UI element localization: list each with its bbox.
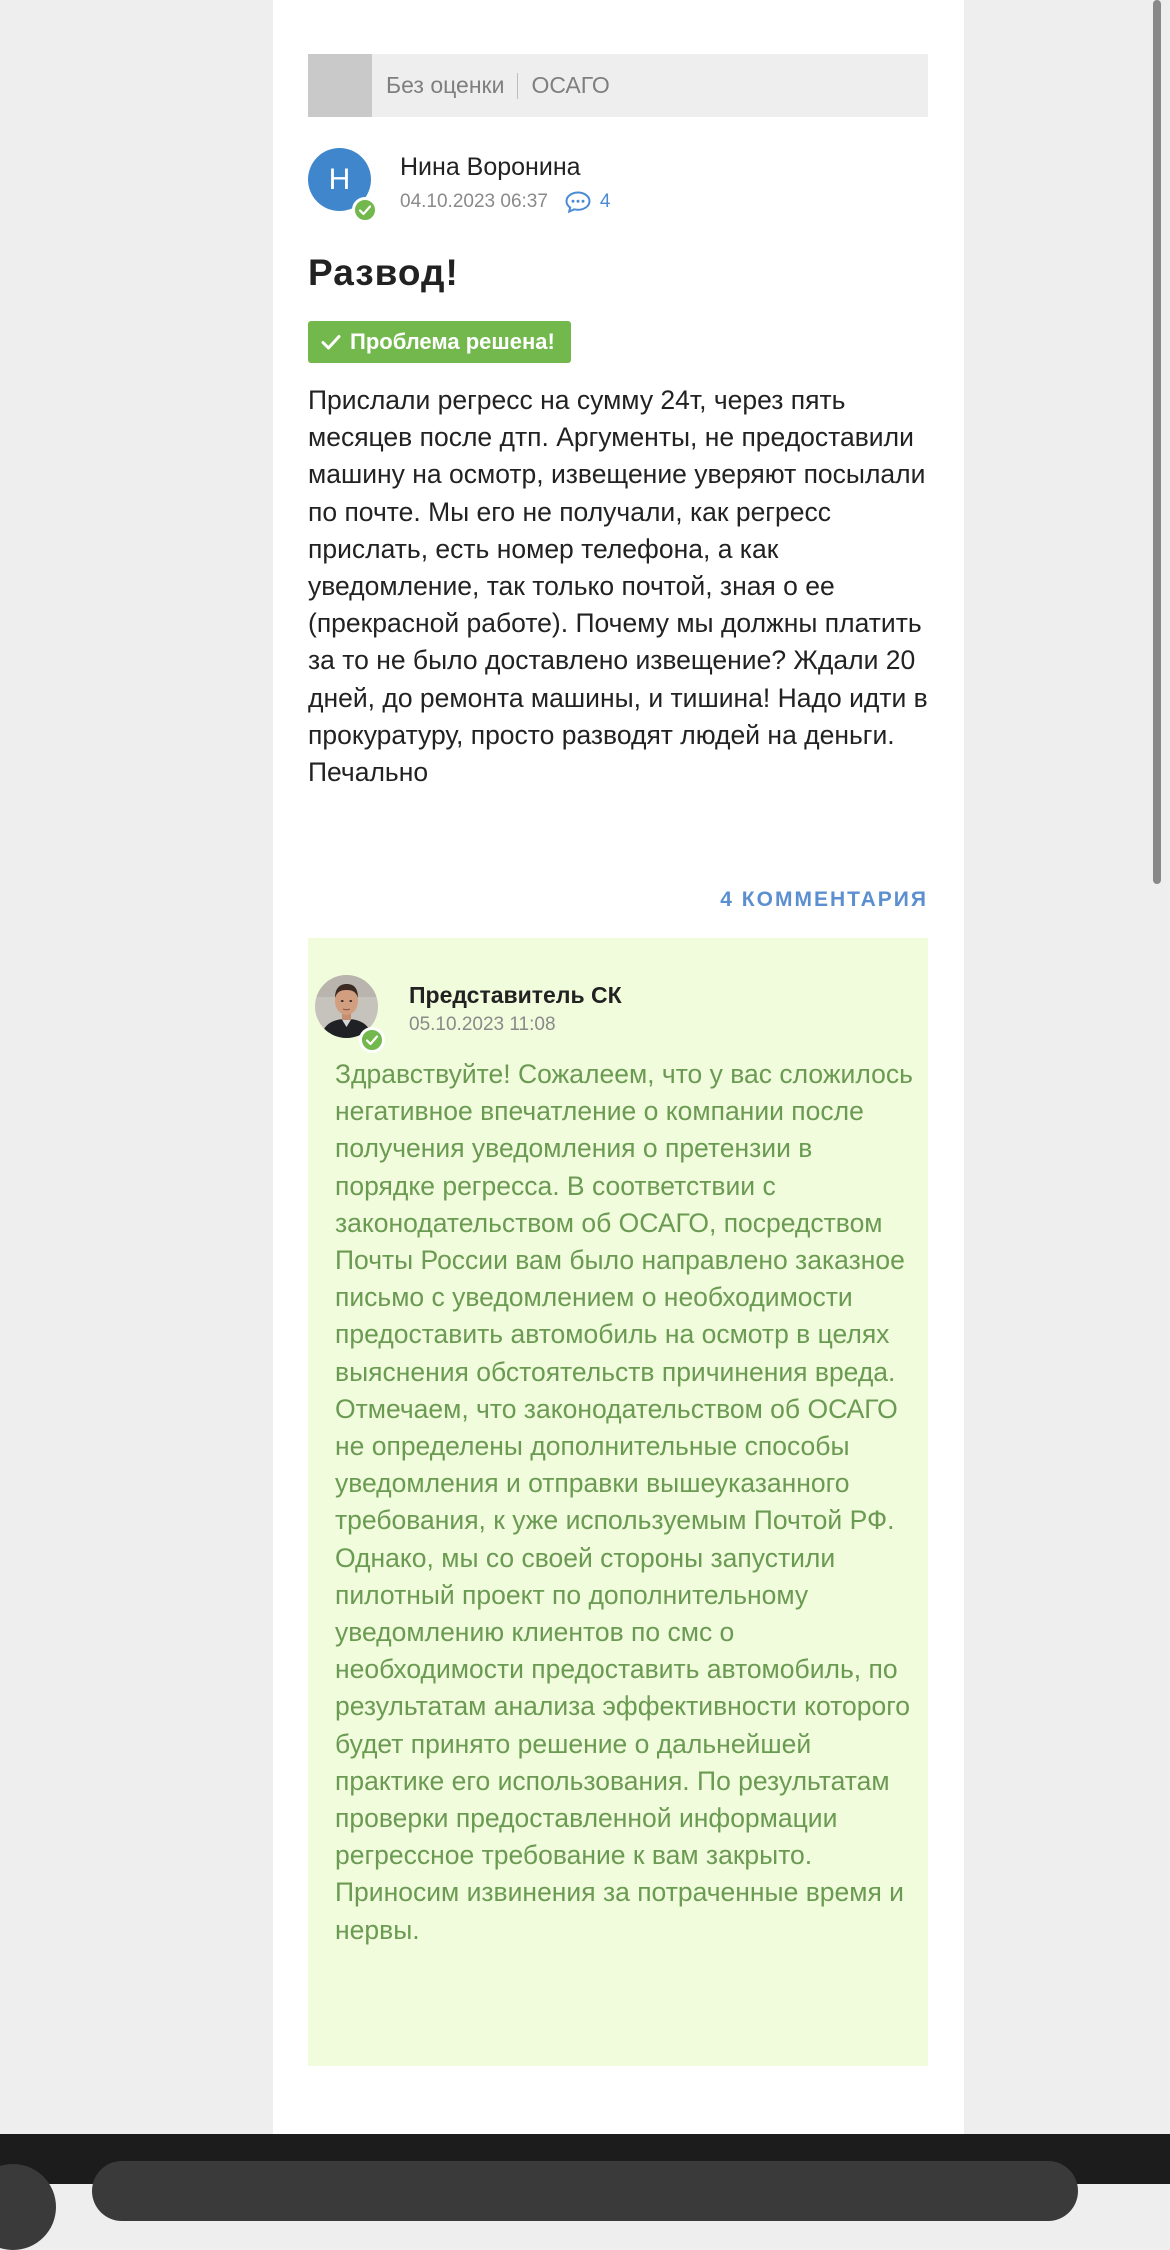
rating-bar (308, 54, 928, 117)
comments-link[interactable] (564, 190, 611, 214)
comment-count: 4 (599, 191, 611, 212)
address-bar[interactable] (92, 2161, 1078, 2221)
review-title: Развод! (308, 252, 459, 293)
review-meta (400, 190, 611, 214)
scrollbar[interactable] (1153, 0, 1161, 884)
status-badge (308, 321, 571, 363)
rating-label: Без оценки (386, 72, 505, 98)
verified-check-icon (352, 197, 378, 223)
comments-header[interactable]: 4 КОММЕНТАРИЯ (720, 888, 928, 911)
verified-check-icon (359, 1027, 385, 1053)
checkmark-icon (320, 331, 342, 353)
avatar: Н (308, 148, 371, 211)
divider (517, 73, 518, 99)
comment-body: Здравствуйте! Сожалеем, что у вас сложилось негативное впечатление о компании после получения уведомления о претензии в порядке регресса. В соответствии с законодательством об ОСАГО, посредством Почты России вам было направлено заказное письмо с уведомлением о необходимости предоставить автомобиль на осмотр в целях выяснения обстоятельств причинения вреда. Отмечаем, что законодательством об ОСАГО не определены дополнительные способы уведомления и отправки вышеуказанного требования, к уже используемым Почтой РФ. Однако, мы со своей стороны запустили пилотный проект по дополнительному уведомлению клиентов по смс о необходимости предоставить автомобиль, по результатам анализа эффективности которого будет принято решение о дальнейшей практике его использования. По результатам проверки предоставленной информации регрессное требование к вам закрыто. Приносим извинения за потраченные время и нервы. (335, 1059, 913, 1945)
comment-card (308, 938, 928, 2066)
review-author (308, 148, 928, 228)
status-badge-label: Проблема решена! (350, 329, 555, 354)
rating-placeholder (308, 54, 372, 117)
browser-toolbar (0, 2134, 1170, 2184)
review-body: Прислали регресс на сумму 24т, через пять месяцев после дтп. Аргументы, не предоставили машину на осмотр, извещение уверяют посылали по почте. Мы его не получали, как регресс прислать, есть номер телефона, а как уведомление, так только почтой, зная о ее (прекрасной работе). Почему мы должны платить за то не было доставлено извещение? Ждали 20 дней, до ремонта машины, и тишина! Надо идти в прокуратуру, просто разводят людей на деньги. Печально (308, 385, 928, 788)
toolbar-button[interactable] (0, 2164, 56, 2250)
comment-date: 05.10.2023 11:08 (409, 1014, 556, 1035)
review-date: 04.10.2023 06:37 (400, 191, 548, 212)
category-label[interactable]: ОСАГО (531, 72, 610, 98)
commenter-name: Представитель СК (409, 982, 622, 1008)
author-name[interactable]: Нина Воронина (400, 153, 581, 181)
comment-bubble-icon (564, 190, 592, 214)
review-column (273, 0, 964, 2134)
